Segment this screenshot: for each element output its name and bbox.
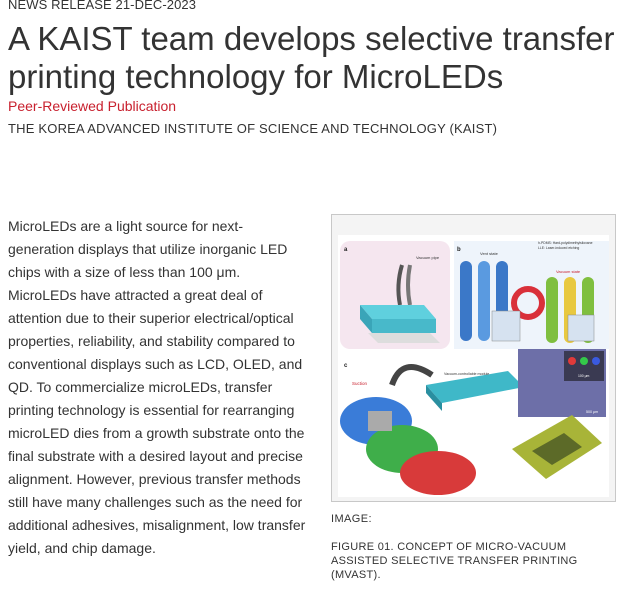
panel-a-label: a — [344, 247, 348, 253]
legend-hpdms: h-PDMS: Hard-polydimethylsiloxane — [538, 241, 593, 245]
module-label: Vacuum-controllable module — [444, 372, 490, 376]
panel-c-label: c — [344, 363, 348, 369]
image-label: IMAGE: — [331, 513, 372, 525]
figure-image[interactable] — [331, 214, 616, 502]
panel-b-label: b — [457, 247, 461, 253]
article-body: MicroLEDs are a light source for next-generation displays that utilize inorganic LED chips with a size of less than 100 μm. MicroLEDs have attracted a great deal of attention due to their superior electrical/optical properties, reliability, and stability compared to conventional displays such as LCD, OLED, and QD. To commercialize microLEDs, transfer printing technology is essential for rearranging microLED dies from a growth substrate onto the final substrate with a desired layout and precise alignment. However, previous transfer methods still have many challenges such as the need for additional adhesives, misalignment, low transfer yield, and chip damage. — [8, 218, 306, 556]
vacuum-pipe-label: Vacuum pipe — [416, 255, 440, 260]
scale-100um: 100 μm — [578, 374, 590, 378]
institution-name: THE KOREA ADVANCED INSTITUTE OF SCIENCE AND TECHNOLOGY (KAIST) — [8, 121, 498, 136]
publication-type-link[interactable]: Peer-Reviewed Publication — [8, 98, 177, 114]
figure-illustration — [332, 215, 615, 501]
figure-caption: FIGURE 01. CONCEPT OF MICRO-VACUUM ASSISTED SELECTIVE TRANSFER PRINTING (MVAST). — [331, 541, 578, 581]
vent-state-label: Vent state — [480, 251, 498, 256]
news-release-date: NEWS RELEASE 21-DEC-2023 — [8, 0, 197, 12]
legend-lle: LLE: Laser-induced etching — [538, 246, 580, 250]
article-title: A KAIST team develops selective transfer printing technology for MicroLEDs — [8, 20, 615, 95]
vacuum-state-label: Vacuum state — [556, 269, 581, 274]
suction-label: Suction — [352, 381, 368, 386]
scale-500um: 500 μm — [586, 410, 599, 414]
